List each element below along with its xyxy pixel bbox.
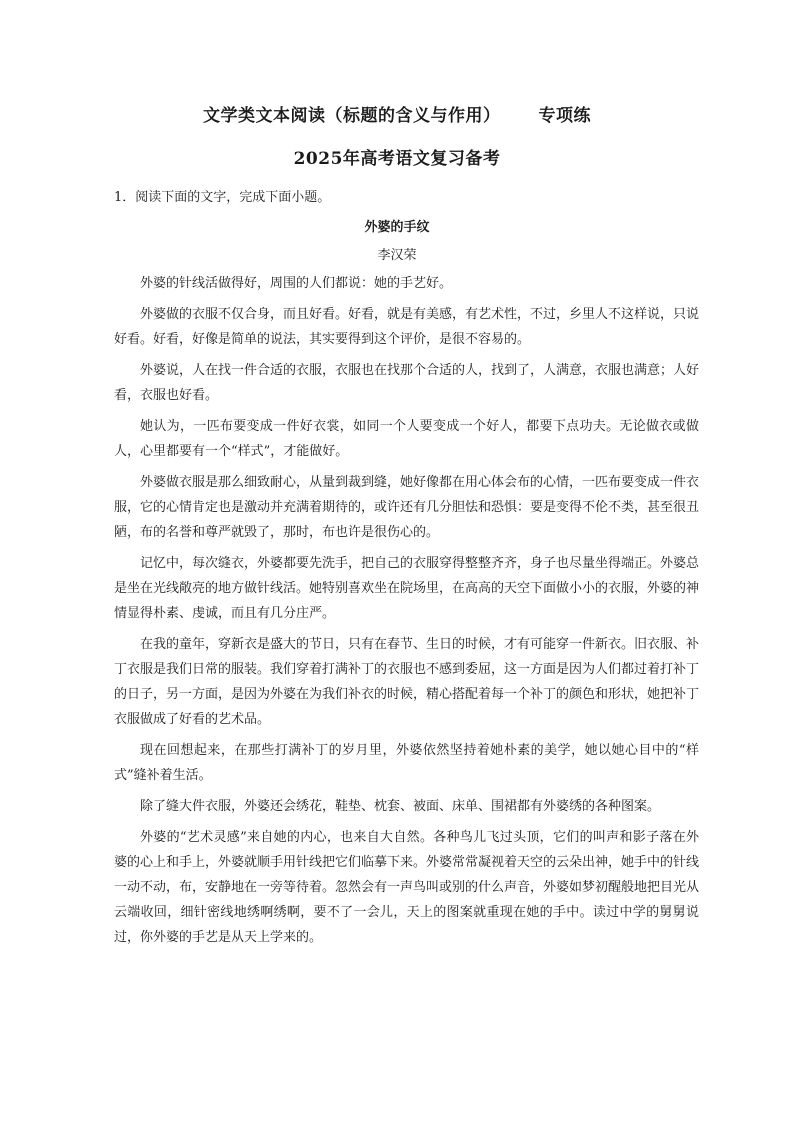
article-author: 李汉荣 [377,248,417,263]
article-paragraph: 现在回想起来，在那些打满补丁的岁月里，外婆依然坚持着她朴素的美学，她以她心目中的“样式”缝补着生活。 [114,743,699,783]
article-paragraph: 她认为，一匹布要变成一件好衣裳，如同一个人要变成一个好人，都要下点功夫。无论做衣或做人，心里都要有一个“样式”，才能做好。 [114,419,699,459]
title-tag: 专项练 [538,106,591,126]
article-paragraph: 在我的童年，穿新衣是盛大的节日，只有在春节、生日的时候，才有可能穿一件新衣。旧衣服、补丁衣服是我们日常的服装。我们穿着打满补丁的衣服也不感到委屈，这一方面是因为人们都过着打补丁的日子，另一方面，是因为外婆在为我们补衣的时候，精心搭配着每一个补丁的颜色和形状，她把补丁衣服做成了好看的艺术品。 [114,637,700,727]
article-paragraph: 外婆的“艺术灵感”来自她的内心，也来自大自然。各种鸟儿飞过头顶，它们的叫声和影子落在外婆的心上和手上，外婆就顺手用针线把它们临摹下来。外婆常常凝视着天空的云朵出神，她手中的针线一动不动，布，安静地在一旁等待着。忽然会有一声鸟叫或别的什么声音，外婆如梦初醒般地把目光从云端收回，细针密线地绣啊绣啊，要不了一会儿，天上的图案就重现在她的手中。读过中学的舅舅说过，你外婆的手艺是从天上学来的。 [114,830,700,945]
article-paragraph: 记忆中，每次缝衣，外婆都要先洗手，把自己的衣服穿得整整齐齐，身子也尽量坐得端正。外婆总是坐在光线敞亮的地方做针线活。她特别喜欢坐在院场里，在高高的天空下面做小小的衣服，外婆的神情显得朴素、虔诚，而且有几分庄严。 [114,556,700,621]
article-paragraph: 外婆做衣服是那么细致耐心，从量到裁到缝，她好像都在用心体会布的心情，一匹布要变成一件衣服，它的心情肯定也是激动并充满着期待的，或许还有几分胆怯和恐惧：要是变得不伦不类，甚至很丑陋，布的名誉和尊严就毁了，那时，布也许是很伤心的。 [114,475,700,540]
article-paragraph: 除了缝大件衣服，外婆还会绣花，鞋垫、枕套、被面、床单、围裙都有外婆绣的各种图案。 [140,799,661,814]
document-subtitle: 2025年高考语文复习备考 [293,149,501,169]
article-paragraph: 外婆说，人在找一件合适的衣服，衣服也在找那个合适的人，找到了，人满意，衣服也满意；人好看，衣服也好看。 [114,363,700,403]
title-main: 文学类文本阅读（标题的含义与作用） [203,106,501,126]
article-paragraph: 外婆的针线活做得好，周围的人们都说：她的手艺好。 [140,276,453,291]
document-title [0,101,794,126]
question-prompt: 1．阅读下面的文字，完成下面小题。 [114,190,331,205]
article-body [114,271,699,956]
article-title: 外婆的手纹 [364,220,430,235]
article-paragraph: 外婆做的衣服不仅合身，而且好看。好看，就是有美感，有艺术性，不过，乡里人不这样说，只说好看。好看，好像是简单的说法，其实要得到这个评价，是很不容易的。 [114,307,700,347]
